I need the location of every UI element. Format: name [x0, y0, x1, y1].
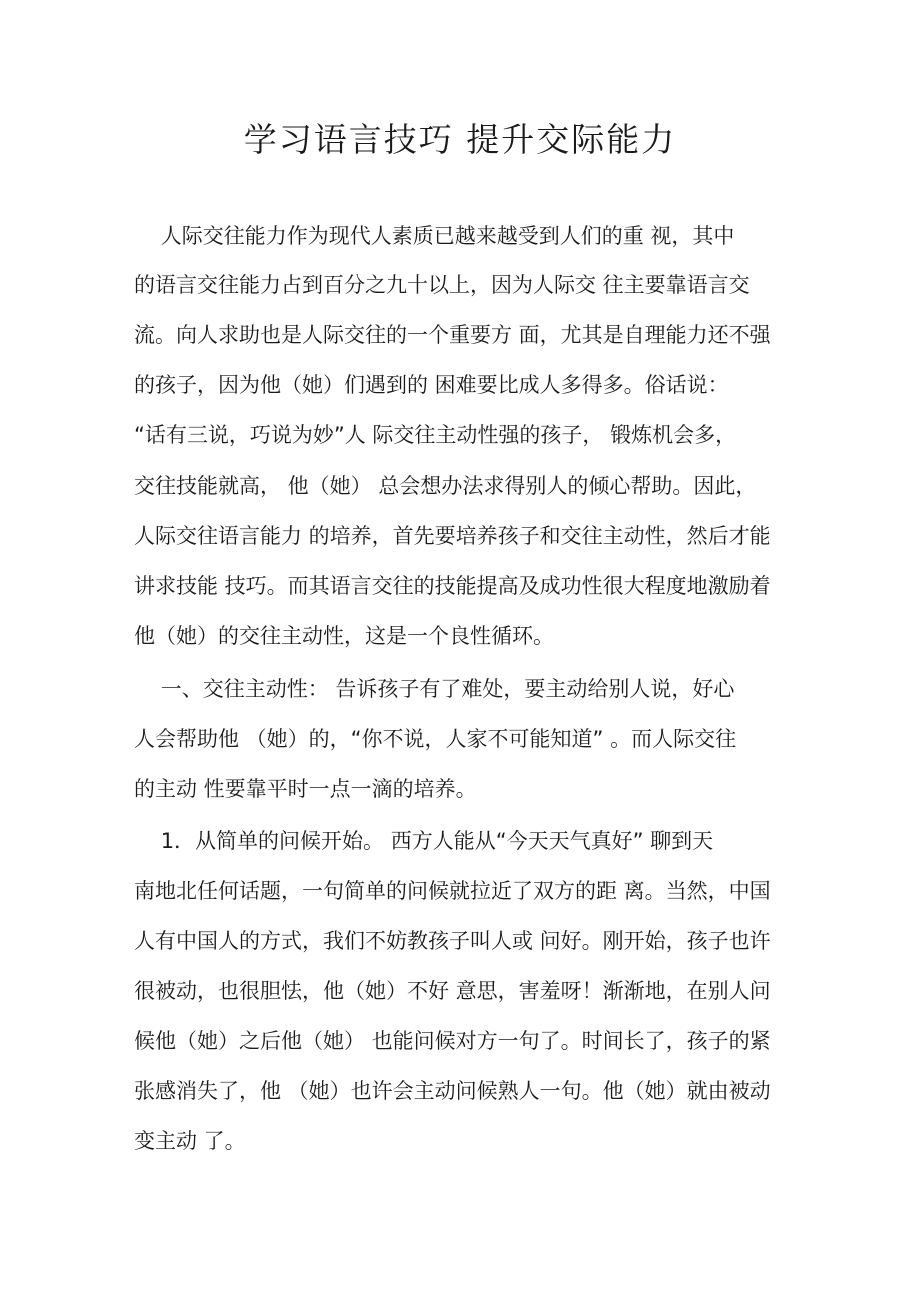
- text-line: “话有三说，巧说为妙”人 际交往主动性强的孩子， 锻炼机会多，: [134, 423, 737, 447]
- text-line: 交往技能就高， 他（她） 总会想办法求得别人的倾心帮助。因此，: [134, 474, 757, 498]
- text-line: 的语言交往能力占到百分之九十以上，因为人际交 往主要靠语言交: [134, 273, 750, 297]
- text-line: 1．从简单的问候开始。 西方人能从“今天天气真好” 聊到天: [134, 829, 714, 853]
- text-line: 变主动 了。: [134, 1129, 246, 1153]
- text-line: 人际交往语言能力 的培养，首先要培养孩子和交往主动性，然后才能: [134, 524, 771, 548]
- text-line: 讲求技能 技巧。而其语言交往的技能提高及成功性很大程度地激励着: [134, 574, 771, 598]
- text-line: 南地北任何话题，一句简单的问候就拉近了双方的距 离。当然，中国: [134, 879, 771, 903]
- text-line: 他（她）的交往主动性，这是一个良性循环。: [134, 624, 554, 648]
- text-line: 的孩子，因为他（她）们遇到的 困难要比成人多得多。俗话说：: [134, 373, 729, 397]
- text-line: 张感消失了，他 （她）也许会主动问候熟人一句。他（她）就由被动: [134, 1079, 771, 1103]
- text-line: 的主动 性要靠平时一点一滴的培养。: [134, 777, 477, 801]
- text-line: 人有中国人的方式，我们不妨教孩子叫人或 问好。刚开始，孩子也许: [134, 929, 771, 953]
- text-line: 人际交往能力作为现代人素质已越来越受到人们的重 视，其中: [134, 224, 735, 248]
- page-title: 学习语言技巧 提升交际能力: [243, 120, 677, 159]
- text-line: 很被动，也很胆怯，他（她）不好 意思，害羞呀！渐渐地，在别人问: [134, 979, 771, 1003]
- text-line: 一、交往主动性： 告诉孩子有了难处，要主动给别人说，好心: [134, 677, 735, 701]
- text-line: 流。向人求助也是人际交往的一个重要方 面，尤其是自理能力还不强: [134, 323, 771, 347]
- text-line: 候他（她）之后他（她） 也能问候对方一句了。时间长了，孩子的紧: [134, 1029, 771, 1053]
- text-line: 人会帮助他 （她）的，“你不说，人家不可能知道” 。而人际交往: [134, 727, 737, 751]
